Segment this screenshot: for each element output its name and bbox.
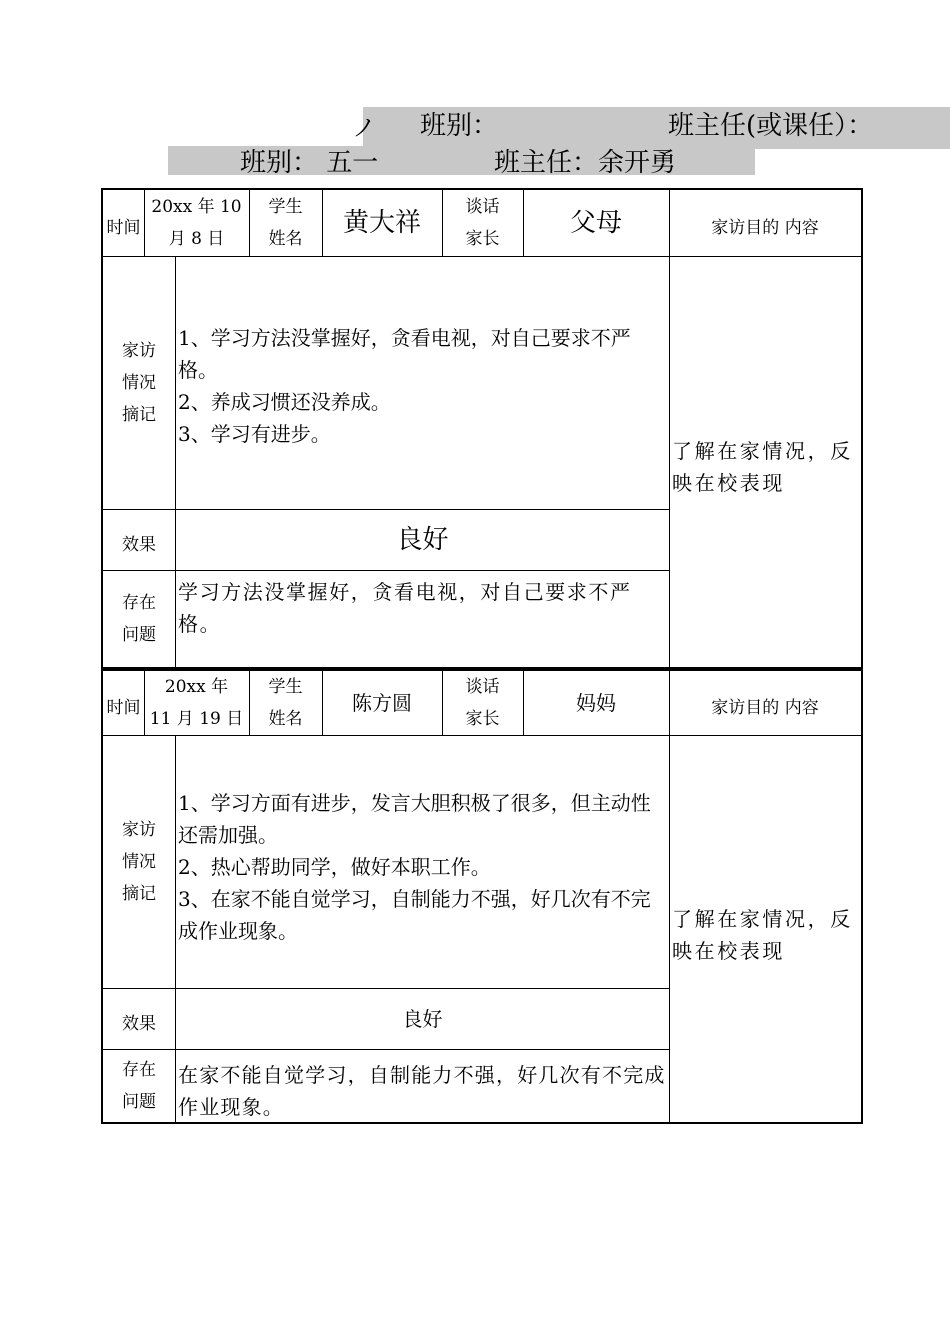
purpose-text: 了解在家情况，反映在校表现 (672, 439, 853, 495)
issues-label: 存在 问题 (122, 592, 156, 645)
class-info: 班别： 五一 (240, 148, 379, 178)
effect-label: 效果 (122, 534, 156, 555)
student-name-label: 学生 姓名 (268, 197, 303, 249)
visit-date: 20xx 年 11 月 19 日 (149, 677, 244, 729)
time-label: 时间 (106, 218, 141, 238)
summary-text: 1、学习方面有进步，发言大胆积极了很多，但主动性还需加强。 2、热心帮助同学，做好本职工作。 3、在家不能自觉学习，自制能力不强，好几次有不完成作业现象。 (178, 791, 651, 943)
purpose-text: 了解在家情况，反映在校表现 (672, 907, 853, 963)
teacher-info: 班主任：余开勇 (494, 148, 677, 178)
purpose-header: 家访目的 内容 (711, 698, 819, 718)
issues-text: 学习方法没掌握好，贪看电视，对自己要求不严格。 (178, 580, 632, 636)
summary-label: 家访 情况 摘记 (122, 819, 156, 904)
title-fragment: ノ (352, 114, 376, 142)
parent-label: 谈话 家长 (465, 677, 500, 729)
time-label: 时间 (106, 698, 141, 718)
summary-label: 家访 情况 摘记 (122, 340, 156, 425)
effect-value: 良好 (396, 524, 449, 555)
visit-record-1 (101, 188, 863, 669)
parent-name: 父母 (569, 208, 622, 238)
summary-text: 1、学习方法没掌握好，贪看电视，对自己要求不严格。 2、养成习惯还没养成。 3、学习有进步。 (178, 326, 631, 446)
issues-text: 在家不能自觉学习，自制能力不强，好几次有不完成作业现象。 (178, 1063, 666, 1119)
effect-label: 效果 (122, 1013, 156, 1034)
student-name: 黄大祥 (342, 208, 421, 238)
effect-value: 良好 (402, 1006, 443, 1031)
student-name-label: 学生 姓名 (268, 677, 303, 729)
class-label-top: 班别： (420, 111, 499, 141)
parent-name: 妈妈 (576, 691, 616, 715)
purpose-header: 家访目的 内容 (711, 218, 819, 238)
student-name: 陈方圆 (352, 691, 412, 715)
visit-date: 20xx 年 10 月 8 日 (151, 197, 242, 249)
parent-label: 谈话 家长 (465, 197, 500, 249)
teacher-label-top: 班主任(或课任）： (668, 111, 874, 141)
visit-record-2 (101, 669, 863, 1124)
issues-label: 存在 问题 (122, 1059, 156, 1112)
